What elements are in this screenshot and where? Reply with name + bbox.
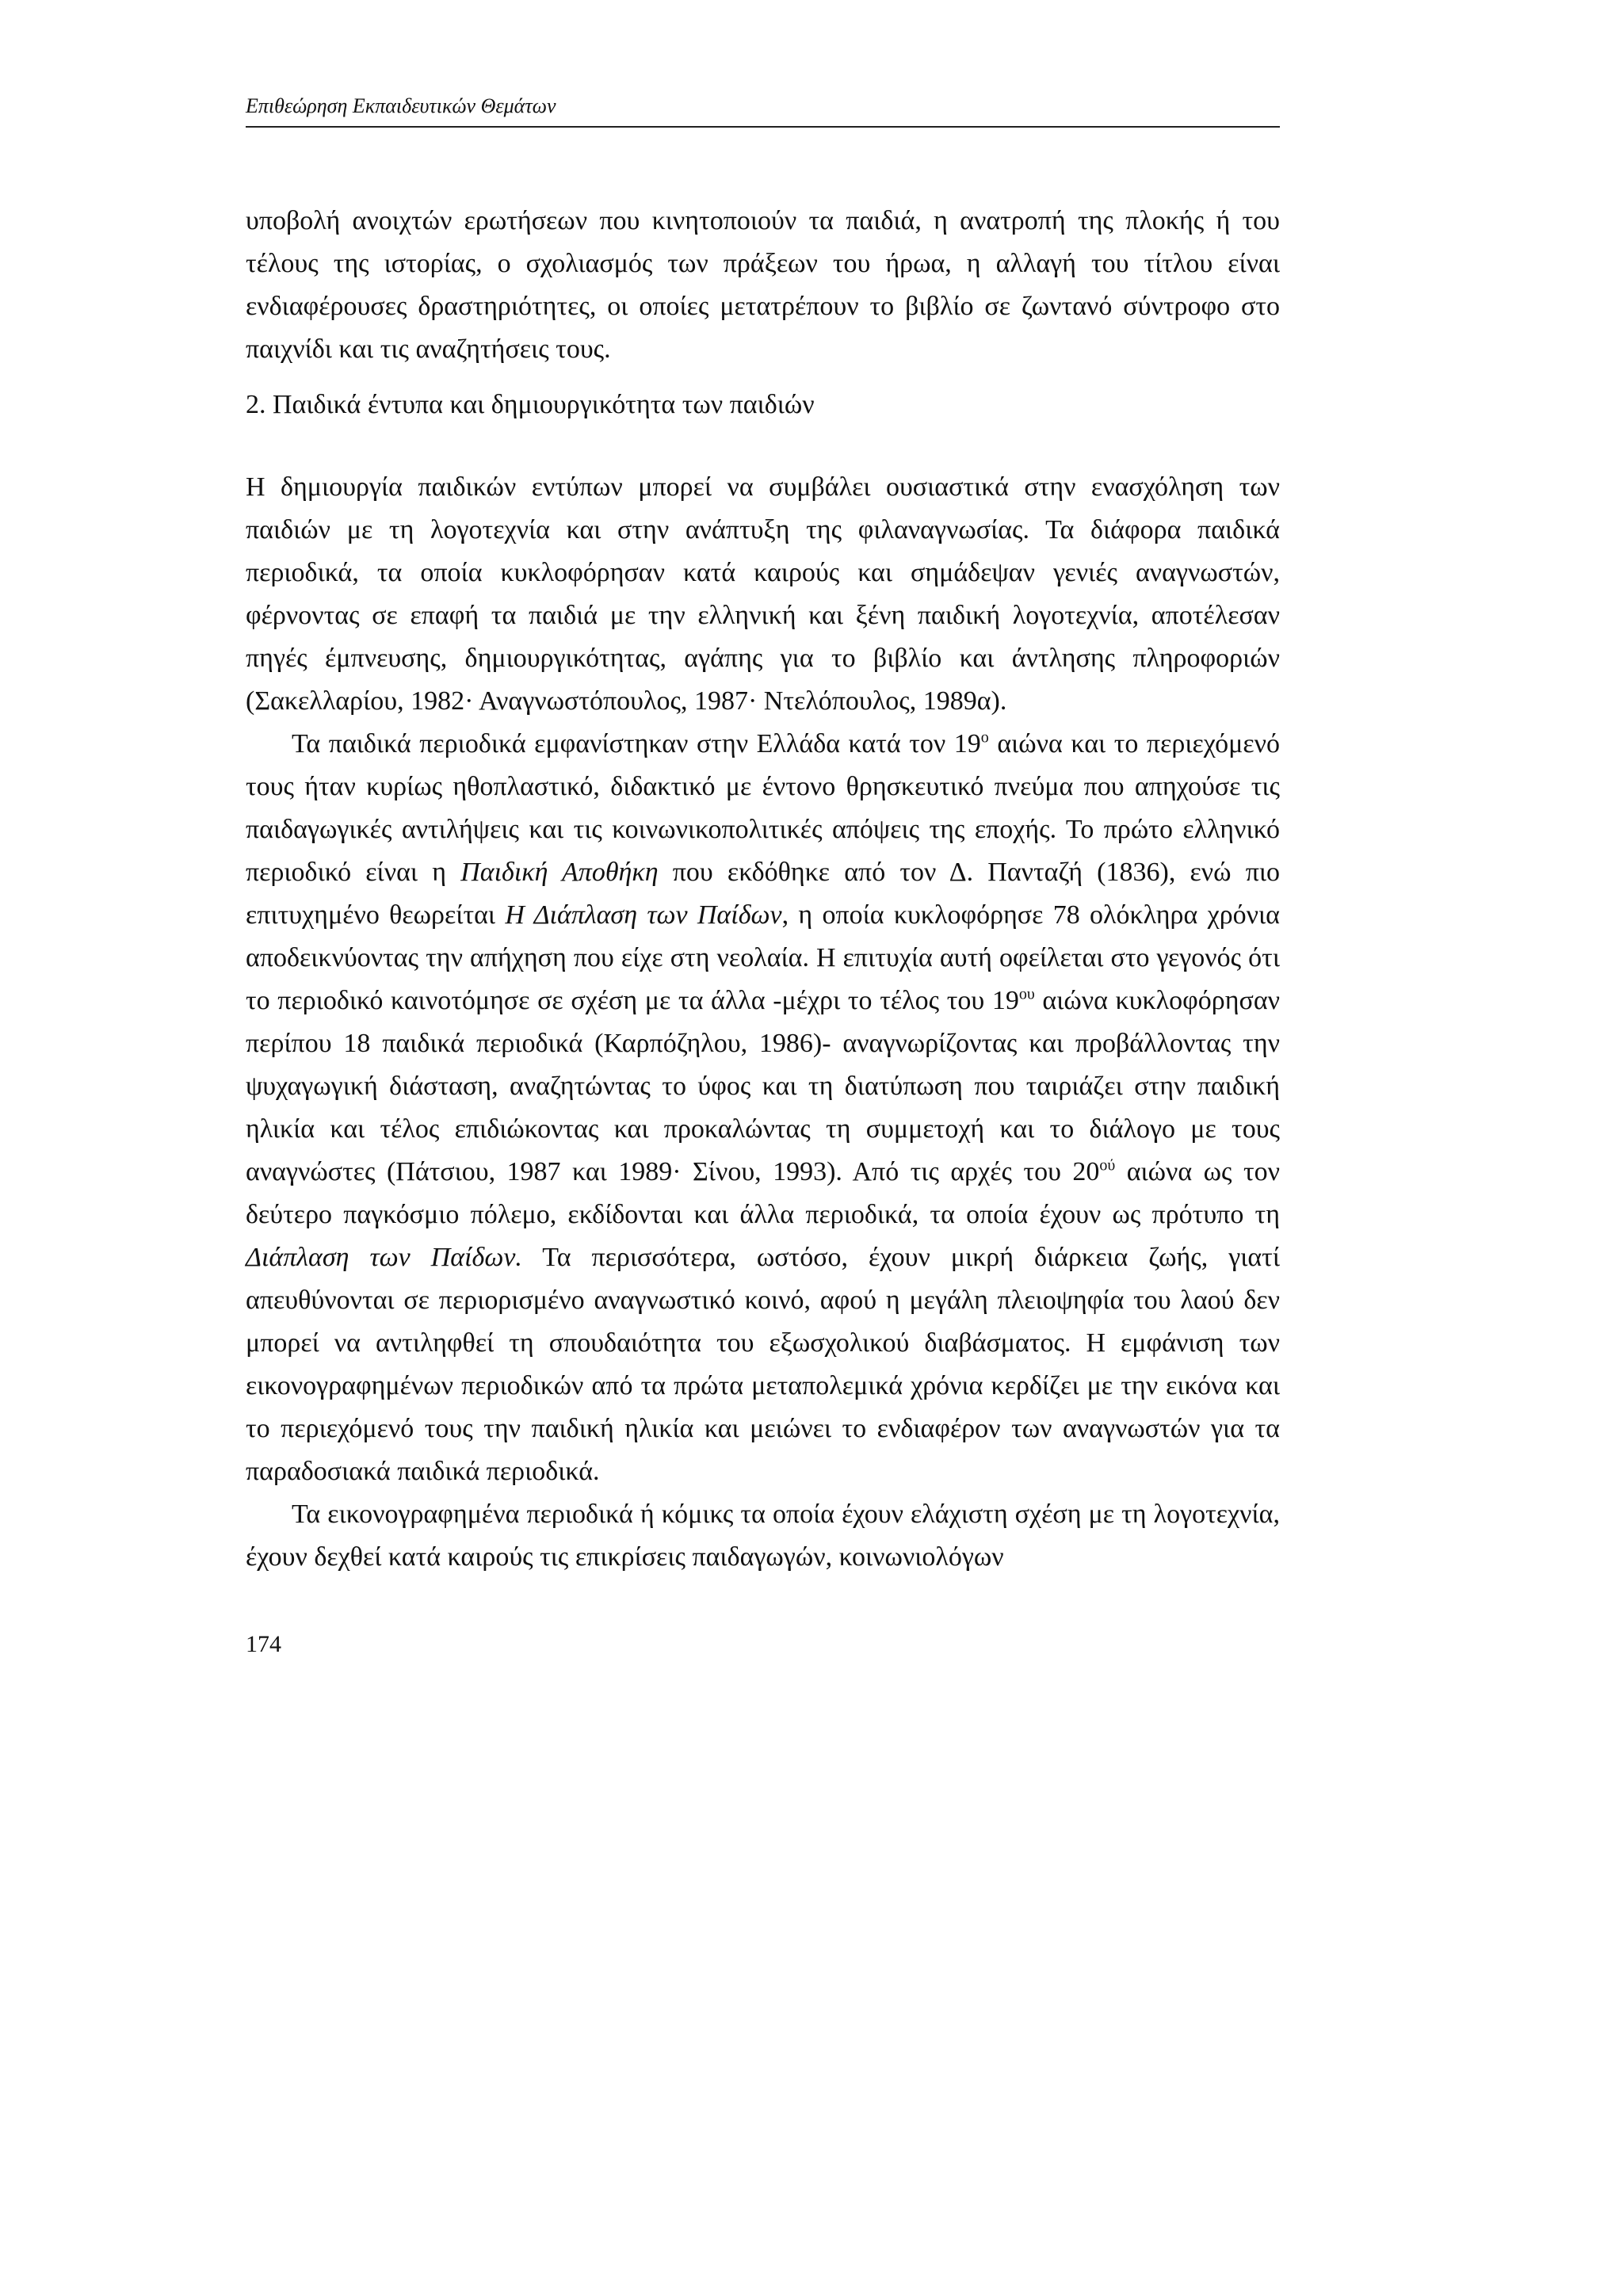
section-body [246, 466, 1280, 1579]
section-heading: 2. Παιδικά έντυπα και δημιουργικότητα των παιδιών [246, 390, 815, 419]
paragraph-4: Τα εικονογραφημένα περιοδικά ή κόμικς τα οποία έχουν ελάχιστη σχέση με τη λογοτεχνία, έχουν δεχθεί κατά καιρούς τις επικρίσεις παιδαγωγών, κοινωνιολόγων [246, 1499, 1280, 1572]
page-number: 174 [246, 1631, 281, 1657]
p3-text-2: αιώνα και το περιεχόμενό τους ήταν κυρίως ηθοπλαστικό, διδακτικό με έντονο θρησκευτικό πνεύμα που απηχούσε τις παιδαγωγικές αντιλήψεις και τις κοινωνικοπολιτικές απόψεις της εποχής. Το πρώτο ελληνικό περιοδικό είναι η [246, 729, 1280, 887]
p3-text-7: Τα περισσότερα, ωστόσο, έχουν μικρή διάρκεια ζωής, γιατί απευθύνονται σε περιορισμένο αναγνωστικό κοινό, αφού η μεγάλη πλειοψηφία του λαού δεν μπορεί να αντιληφθεί τη σπουδαιότητα του εξωσχολικού διαβάσματος. Η εμφάνιση των εικονογραφημένων περιοδικών από τα πρώτα μεταπολεμικά χρόνια κερδίζει με την εικόνα και το περιεχόμενό τους την παιδική ηλικία και μειώνει το ενδιαφέρον των αναγνωστών για τα παραδοσιακά παιδικά περιοδικά. [246, 1243, 1280, 1486]
p3-text-5: αιώνα κυκλοφόρησαν περίπου 18 παιδικά περιοδικά (Καρπόζηλου, 1986)- αναγνωρίζοντας και προβάλλοντας την ψυχαγωγική διάσταση, αναζητώντας το ύφος και τη διατύπωση που ταιριάζει στην παιδική ηλικία και τέλος επιδιώκοντας και προκαλώντας τη συμμετοχή και το διάλογο με τους αναγνώστες (Πάτσιου, 1987 και 1989· Σίνου, 1993). Από τις αρχές του 20 [246, 986, 1281, 1186]
p3-title-diaplasi-2: Διάπλαση των Παίδων. [246, 1243, 522, 1272]
paragraph-1: υποβολή ανοιχτών ερωτήσεων που κινητοποιούν τα παιδιά, η ανατροπή της πλοκής ή του τέλους της ιστορίας, ο σχολιασμός των πράξεων του ήρωα, η αλλαγή του τίτλου είναι ενδιαφέρουσες δραστηριότητες, οι οποίες μετατρέπουν το βιβλίο σε ζωντανό σύντροφο στο παιχνίδι και τις αναζητήσεις τους. [246, 206, 1280, 364]
p3-text-1: Τα παιδικά περιοδικά εμφανίστηκαν στην Ελλάδα κατά τον 19 [292, 729, 981, 758]
p3-text-6: αιώνα ως τον δεύτερο παγκόσμιο πόλεμο, εκδίδονται και άλλα περιοδικά, τα οποία έχουν ως πρότυπο τη [246, 1157, 1281, 1229]
paragraph-3 [246, 723, 1280, 1493]
p3-title-paidiki-apothiki: Παιδική Αποθήκη [460, 858, 659, 887]
journal-title: Επιθεώρηση Εκπαιδευτικών Θεμάτων [246, 94, 556, 117]
p3-text-3: που εκδόθηκε από τον Δ. Πανταζή (1836), ενώ πιο επιτυχημένο θεωρείται [246, 858, 1281, 930]
p3-sup-3: ού [1099, 1156, 1116, 1175]
p3-sup-2: ου [1018, 985, 1035, 1003]
p3-sup-1: ο [980, 728, 989, 747]
p3-title-diaplasi-1: Η Διάπλαση των Παίδων [505, 900, 782, 930]
running-head [246, 95, 1280, 128]
paragraph-continuation [246, 200, 1280, 371]
p3-text-4: , η οποία κυκλοφόρησε 78 ολόκληρα χρόνια αποδεικνύοντας την απήχηση που είχε στη νεολαία. Η επιτυχία αυτή οφείλεται στο γεγονός ότι το περιοδικό καινοτόμησε σε σχέση με τα άλλα -μέχρι το τέλος του 19 [246, 900, 1280, 1015]
paragraph-2: Η δημιουργία παιδικών εντύπων μπορεί να συμβάλει ουσιαστικά στην ενασχόληση των παιδιών με τη λογοτεχνία και στην ανάπτυξη της φιλαναγνωσίας. Τα διάφορα παιδικά περιοδικά, τα οποία κυκλοφόρησαν κατά καιρούς και σημάδεψαν γενιές αναγνωστών, φέρνοντας σε επαφή τα παιδιά με την ελληνική και ξένη παιδική λογοτεχνία, αποτέλεσαν πηγές έμπνευσης, δημιουργικότητας, αγάπης για το βιβλίο και άντλησης πληροφοριών (Σακελλαρίου, 1982· Αναγνωστόπουλος, 1987· Ντελόπουλος, 1989α). [246, 472, 1280, 716]
